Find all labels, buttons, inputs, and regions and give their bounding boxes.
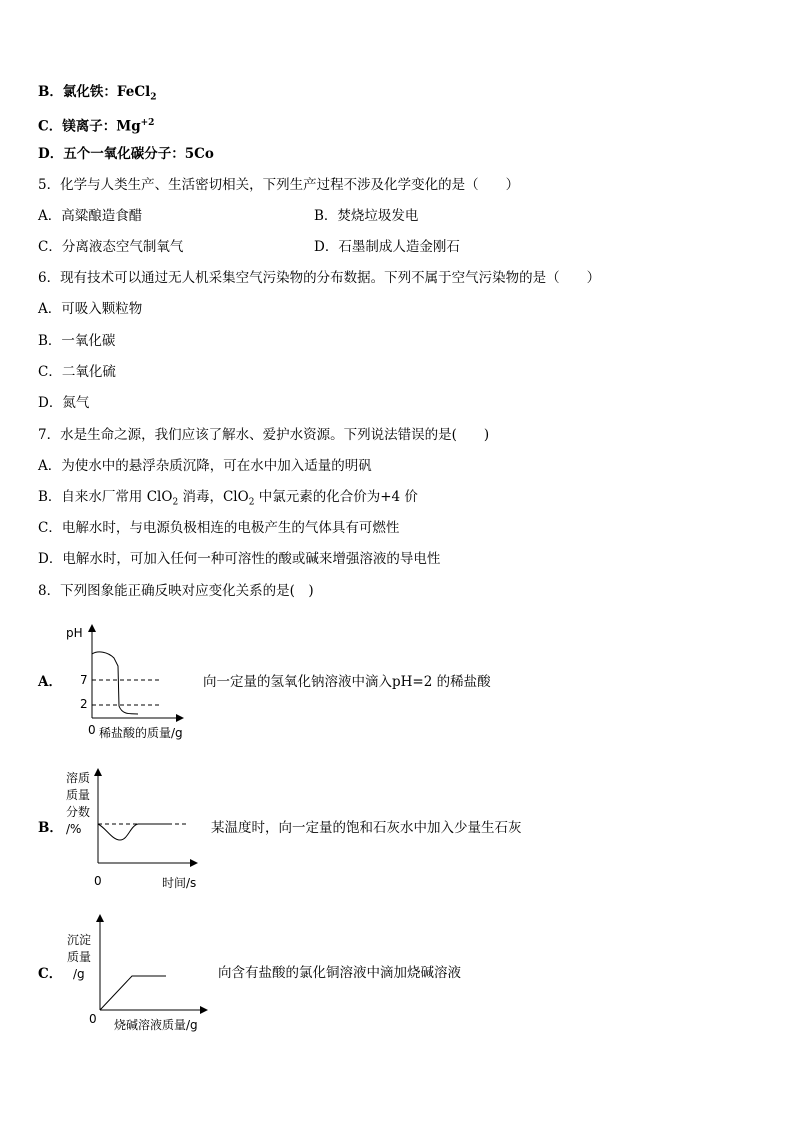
graph-b-origin: 0 bbox=[94, 874, 102, 888]
question-6: 6．现有技术可以通过无人机采集空气污染物的分布数据。下列不属于空气污染物的是（ ） bbox=[38, 270, 601, 286]
option-text: C．镁离子：Mg bbox=[38, 118, 141, 135]
question-5: 5．化学与人类生产、生活密切相关，下列生产过程不涉及化学变化的是（ ） bbox=[38, 177, 520, 193]
ylabel-line: 质量 bbox=[67, 950, 92, 964]
option-text: B．自来水厂常用 ClO bbox=[38, 489, 173, 505]
graph-a-tick-7: 7 bbox=[80, 673, 88, 687]
q6-option-b: B．一氧化碳 bbox=[38, 333, 116, 349]
ylabel-line: /% bbox=[66, 822, 82, 836]
question-7: 7．水是生命之源，我们应该了解水、爱护水资源。下列说法错误的是( ) bbox=[38, 427, 490, 443]
superscript: +2 bbox=[140, 118, 155, 128]
graph-b-letter: B． bbox=[38, 820, 63, 836]
graph-c-curve bbox=[100, 976, 166, 1010]
graph-c-origin: 0 bbox=[89, 1012, 97, 1026]
subscript: 2 bbox=[150, 92, 157, 103]
q5-option-b: B．焚烧垃圾发电 bbox=[314, 208, 419, 224]
question-8: 8．下列图象能正确反映对应变化关系的是( ) bbox=[38, 583, 314, 599]
ylabel-line: 沉淀 bbox=[67, 933, 92, 947]
q6-option-a: A．可吸入颗粒物 bbox=[38, 301, 143, 317]
graph-c bbox=[92, 914, 212, 1014]
ylabel-line: 质量 bbox=[66, 788, 91, 802]
graph-c-description: 向含有盐酸的氯化铜溶液中滴加烧碱溶液 bbox=[218, 965, 461, 981]
q7-option-b bbox=[38, 488, 418, 512]
option-text: 消毒，ClO bbox=[178, 489, 249, 505]
option-d-co-molecules: D．五个一氧化碳分子：5Co bbox=[38, 146, 214, 162]
ylabel-line: /g bbox=[73, 967, 85, 981]
graph-b-curve bbox=[98, 824, 170, 840]
q6-option-c: C．二氧化硫 bbox=[38, 364, 116, 380]
graph-c-letter: C． bbox=[38, 966, 63, 982]
graph-b bbox=[90, 768, 200, 868]
graph-a-tick-2: 2 bbox=[80, 697, 88, 711]
q5-option-d: D．石墨制成人造金刚石 bbox=[314, 239, 460, 255]
q7-option-d: D．电解水时，可加入任何一种可溶性的酸或碱来增强溶液的导电性 bbox=[38, 551, 441, 567]
ylabel-line: 分数 bbox=[66, 805, 91, 819]
graph-a-origin: 0 bbox=[88, 723, 96, 737]
graph-c-xlabel: 烧碱溶液质量/g bbox=[114, 1018, 198, 1032]
option-text: 中氯元素的化合价为+4 价 bbox=[254, 489, 418, 505]
q7-option-a: A．为使水中的悬浮杂质沉降，可在水中加入适量的明矾 bbox=[38, 458, 372, 474]
graph-a-xlabel: 稀盐酸的质量/g bbox=[99, 726, 183, 740]
option-text: B．氯化铁：FeCl bbox=[38, 84, 151, 100]
graph-b-xlabel: 时间/s bbox=[162, 876, 197, 890]
option-c-magnesium-ion bbox=[38, 114, 154, 136]
graph-c-ylabel bbox=[67, 932, 91, 983]
ylabel-line: 溶质 bbox=[66, 771, 91, 785]
subscript: 2 bbox=[248, 497, 255, 508]
q5-option-a: A．高粱酿造食醋 bbox=[38, 208, 143, 224]
subscript: 2 bbox=[172, 497, 179, 508]
graph-b-ylabel bbox=[66, 770, 90, 838]
q7-option-c: C．电解水时，与电源负极相连的电极产生的气体具有可燃性 bbox=[38, 520, 400, 536]
q5-option-c: C．分离液态空气制氧气 bbox=[38, 239, 184, 255]
graph-a-description: 向一定量的氢氧化钠溶液中滴入pH=2 的稀盐酸 bbox=[203, 674, 491, 690]
graph-a-ylabel: pH bbox=[66, 626, 83, 640]
option-b-ferric-chloride bbox=[38, 83, 156, 107]
graph-a-letter: A． bbox=[38, 674, 62, 690]
q6-option-d: D．氮气 bbox=[38, 395, 90, 411]
graph-b-description: 某温度时，向一定量的饱和石灰水中加入少量生石灰 bbox=[211, 820, 522, 836]
